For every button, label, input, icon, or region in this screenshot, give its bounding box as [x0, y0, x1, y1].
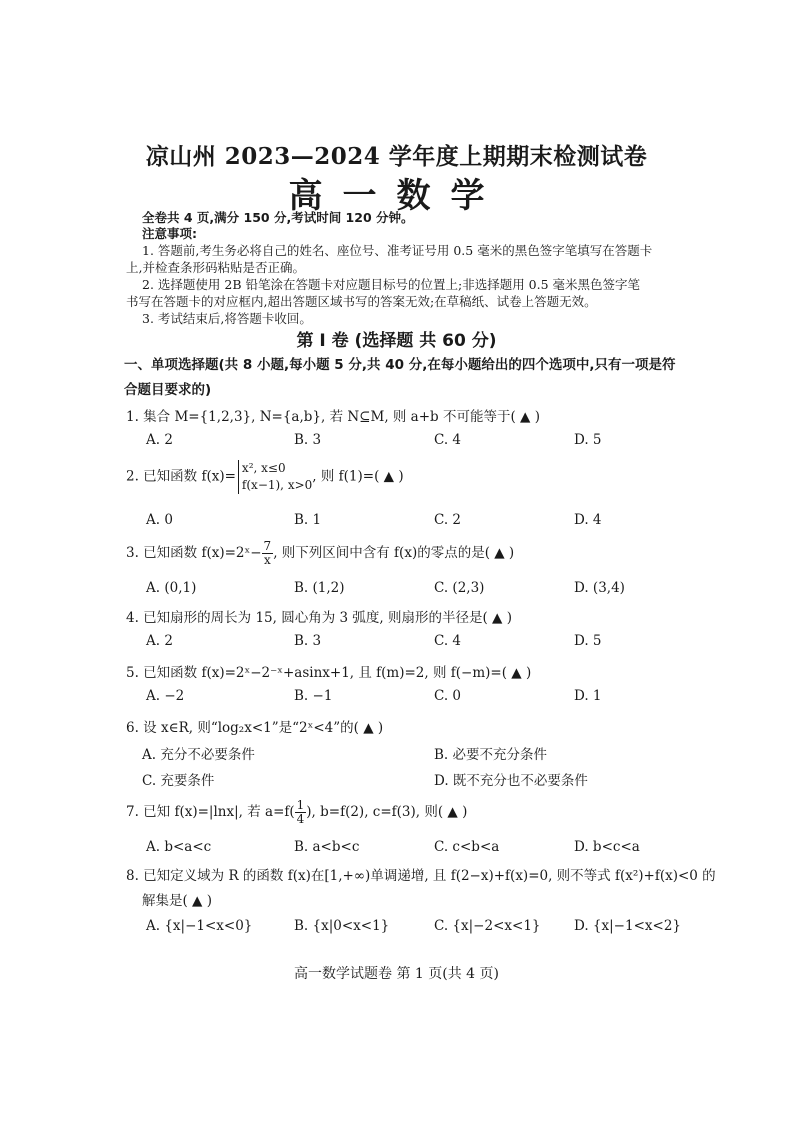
- question-4-option-a: A. 2: [146, 633, 173, 649]
- question-3-stem-suffix: , 则下列区间中含有 f(x)的零点的是( ▲ ): [273, 545, 515, 561]
- question-4-option-d: D. 5: [574, 633, 602, 649]
- question-8-option-c: C. {x|−2<x<1}: [434, 918, 541, 934]
- question-7-stem-suffix: ), b=f(2), c=f(3), 则( ▲ ): [306, 804, 468, 820]
- question-8-option-d: D. {x|−1<x<2}: [574, 918, 681, 934]
- question-2-option-b: B. 1: [294, 512, 322, 528]
- question-8-stem-line-1: 8. 已知定义域为 R 的函数 f(x)在[1,+∞)单调递增, 且 f(2−x)+f(x)=0, 则不等式 f(x²)+f(x)<0 的: [126, 868, 716, 884]
- exam-summary: 全卷共 4 页,满分 150 分,考试时间 120 分钟。: [142, 210, 414, 225]
- question-3-stem-prefix: 3. 已知函数 f(x)=2ˣ−: [126, 545, 262, 561]
- question-6-option-c: C. 充要条件: [142, 773, 215, 789]
- question-2-option-a: A. 0: [146, 512, 173, 528]
- question-5-option-b: B. −1: [294, 688, 333, 704]
- question-8-option-a: A. {x|−1<x<0}: [146, 918, 253, 934]
- question-5-option-d: D. 1: [574, 688, 602, 704]
- question-2-stem: [126, 460, 404, 494]
- numerator: 7: [263, 539, 272, 553]
- question-1-option-d: D. 5: [574, 432, 602, 448]
- section-title: 第 Ⅰ 卷 (选择题 共 60 分): [296, 331, 497, 351]
- question-6-option-d: D. 既不充分也不必要条件: [434, 773, 588, 789]
- note-1-line-2: 上,并检查条形码粘贴是否正确。: [126, 260, 305, 275]
- numerator: 1: [296, 798, 305, 812]
- exam-title: 凉山州 2023—2024 学年度上期期末检测试卷: [145, 143, 648, 170]
- question-2-option-d: D. 4: [574, 512, 602, 528]
- question-6-option-a: A. 充分不必要条件: [142, 747, 255, 763]
- question-2-stem-suffix: , 则 f(1)=( ▲ ): [312, 468, 404, 485]
- question-5-stem: 5. 已知函数 f(x)=2ˣ−2⁻ˣ+asinx+1, 且 f(m)=2, 则 f(−m)=( ▲ ): [126, 665, 532, 681]
- question-1-option-a: A. 2: [146, 432, 173, 448]
- question-1-stem: 1. 集合 M={1,2,3}, N={a,b}, 若 N⊆M, 则 a+b 不可能等于( ▲ ): [126, 409, 540, 425]
- question-2-option-c: C. 2: [434, 512, 462, 528]
- question-6-option-b: B. 必要不充分条件: [434, 747, 548, 763]
- question-7-option-a: A. b<a<c: [146, 839, 212, 855]
- denominator: 4: [296, 812, 305, 826]
- question-6-stem: 6. 设 x∈R, 则“log₂x<1”是“2ˣ<4”的( ▲ ): [126, 720, 384, 736]
- denominator: x: [263, 553, 271, 567]
- note-3: 3. 考试结束后,将答题卡收回。: [142, 311, 312, 326]
- fraction: [295, 799, 307, 826]
- question-3-option-a: A. (0,1): [146, 580, 197, 596]
- piecewise-function: [238, 460, 312, 494]
- question-4-stem: 4. 已知扇形的周长为 15, 圆心角为 3 弧度, 则扇形的半径是( ▲ ): [126, 610, 512, 626]
- piece-2: f(x−1), x>0: [241, 478, 313, 492]
- question-4-option-c: C. 4: [434, 633, 462, 649]
- page-footer: 高一数学试题卷 第 1 页(共 4 页): [294, 966, 499, 982]
- question-7-stem-prefix: 7. 已知 f(x)=|lnx|, 若 a=f(: [126, 804, 295, 820]
- question-3-option-b: B. (1,2): [294, 580, 345, 596]
- question-7-option-c: C. c<b<a: [434, 839, 500, 855]
- subject-title: 高一数学: [288, 176, 505, 216]
- note-2-line-1: 2. 选择题使用 2B 铅笔涂在答题卡对应题目标号的位置上;非选择题用 0.5 毫米黑色签字笔: [142, 277, 641, 292]
- part-instruction-line-1: 一、单项选择题(共 8 小题,每小题 5 分,共 40 分,在每小题给出的四个选项中,只有一项是符: [124, 357, 676, 373]
- question-5-option-a: A. −2: [146, 688, 185, 704]
- note-1-line-1: 1. 答题前,考生务必将自己的姓名、座位号、准考证号用 0.5 毫米的黑色签字笔填写在答题卡: [142, 243, 653, 258]
- question-5-option-c: C. 0: [434, 688, 462, 704]
- question-1-option-b: B. 3: [294, 432, 322, 448]
- fraction: [262, 540, 274, 567]
- piece-1: x², x≤0: [241, 461, 286, 475]
- question-1-option-c: C. 4: [434, 432, 462, 448]
- question-4-option-b: B. 3: [294, 633, 322, 649]
- part-instruction-line-2: 合题目要求的): [124, 382, 212, 398]
- question-8-stem-line-2: 解集是( ▲ ): [142, 893, 212, 909]
- question-2-stem-prefix: 2. 已知函数 f(x)=: [126, 468, 236, 485]
- question-7-option-b: B. a<b<c: [294, 839, 360, 855]
- question-3-option-c: C. (2,3): [434, 580, 485, 596]
- question-7-stem: [126, 799, 467, 826]
- question-3-stem: [126, 540, 514, 567]
- question-8-option-b: B. {x|0<x<1}: [294, 918, 390, 934]
- question-7-option-d: D. b<c<a: [574, 839, 640, 855]
- question-3-option-d: D. (3,4): [574, 580, 625, 596]
- notice-title: 注意事项:: [142, 226, 197, 241]
- note-2-line-2: 书写在答题卡的对应框内,超出答题区域书写的答案无效;在草稿纸、试卷上答题无效。: [126, 294, 597, 309]
